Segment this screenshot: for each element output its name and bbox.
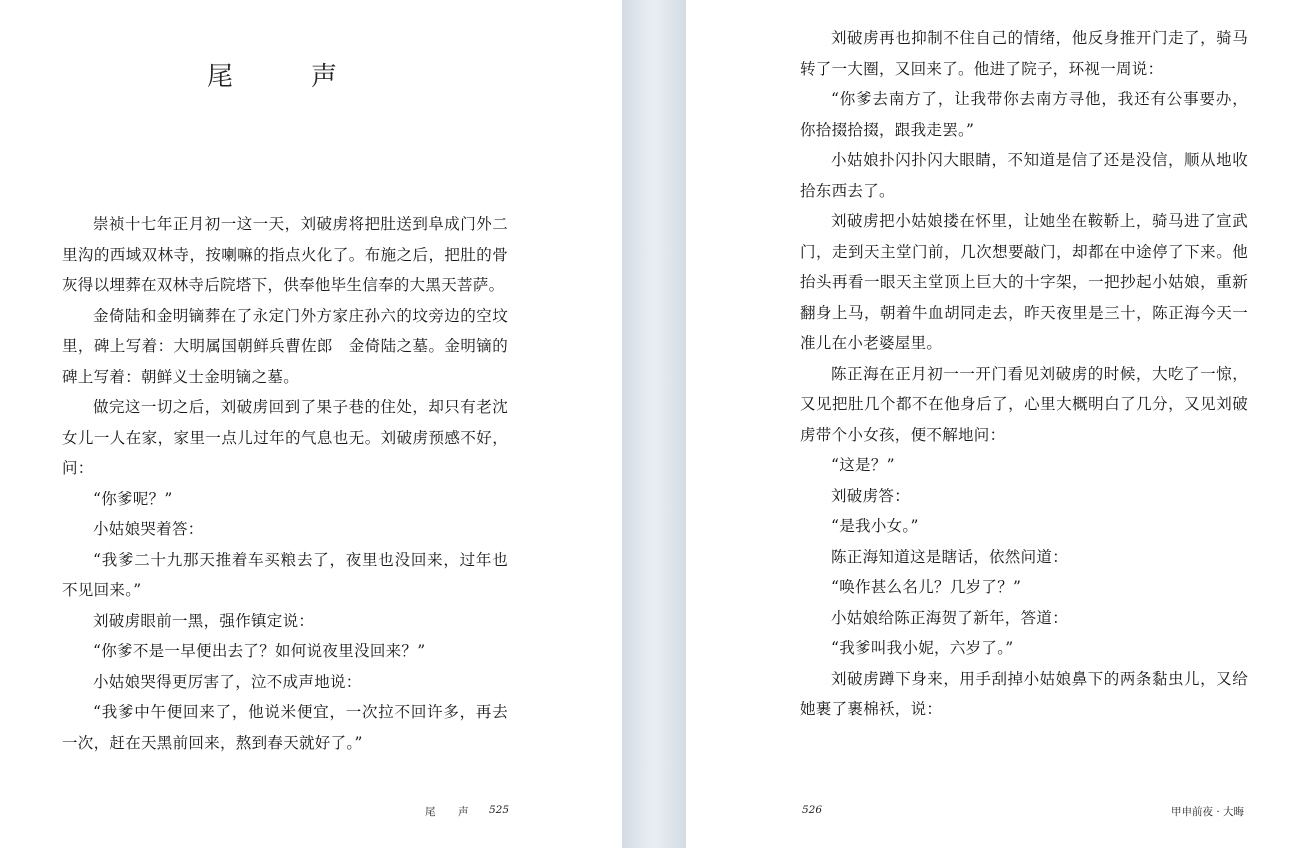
paragraph: “我爹叫我小妮，六岁了。” <box>831 639 1014 657</box>
left-page <box>0 0 622 848</box>
page-number: 526 <box>802 804 823 816</box>
paragraph: 崇祯十七年正月初一这一天，刘破虏将把肚送到阜成门外二里沟的西域双林寺，按喇嘛的指点火化了。布施之后，把肚的骨灰得以埋葬在双林寺后院塔下，供奉他毕生信奉的大黑天菩萨。 <box>62 215 508 294</box>
left-page-body <box>62 209 508 758</box>
paragraph: “你爹去南方了，让我带你去南方寻他，我还有公事要办，你拾掇拾掇，跟我走罢。” <box>800 90 1248 139</box>
paragraph: 小姑娘哭得更厉害了，泣不成声地说： <box>93 672 362 691</box>
paragraph: 刘破虏眼前一黑，强作镇定说： <box>93 611 315 630</box>
paragraph: “我爹中午便回来了，他说米便宜，一次拉不回许多，再去一次，赶在天黑前回来，熬到春天就好了。” <box>62 703 508 752</box>
paragraph: “这是？” <box>831 456 895 474</box>
paragraph: 做完这一切之后，刘破虏回到了果子巷的住处，却只有老沈女儿一人在家，家里一点儿过年的气息也无。刘破虏预感不好，问： <box>62 398 508 477</box>
paragraph: “唤作甚么名儿？几岁了？” <box>831 578 1022 596</box>
paragraph: 小姑娘扑闪扑闪大眼睛，不知道是信了还是没信，顺从地收拾东西去了。 <box>800 151 1248 200</box>
right-page <box>686 0 1300 848</box>
paragraph: 小姑娘给陈正海贺了新年，答道： <box>831 608 1069 627</box>
paragraph: 刘破虏把小姑娘搂在怀里，让她坐在鞍鞒上，骑马进了宣武门，走到天主堂门前，几次想要敲门，却都在中途停了下来。他抬头再看一眼天主堂顶上巨大的十字架，一把抄起小姑娘，重新翻身上马，朝着牛血胡同走去，昨天夜里是三十，陈正海今天一准儿在小老婆屋里。 <box>800 212 1248 352</box>
right-page-body <box>800 23 1248 725</box>
running-footer-title: 尾 声 <box>425 806 475 818</box>
paragraph: “是我小女。” <box>831 517 919 535</box>
paragraph: 陈正海在正月初一一开门看见刘破虏的时候，大吃了一惊，又见把肚几个都不在他身后了，心里大概明白了几分，又见刘破虏带个小女孩，便不解地问： <box>800 364 1248 444</box>
paragraph: “你爹不是一早便出去了？如何说夜里没回来？” <box>93 642 426 660</box>
chapter-title: 尾 声 <box>206 62 363 92</box>
paragraph: 刘破虏蹲下身来，用手刮掉小姑娘鼻下的两条黏虫儿，又给她裹了裹棉袄，说： <box>800 669 1248 718</box>
paragraph: 小姑娘哭着答： <box>93 520 204 538</box>
page-number: 525 <box>489 804 510 816</box>
paragraph: 刘破虏答： <box>831 486 911 505</box>
paragraph: 金倚陆和金明镝葬在了永定门外方家庄孙六的坟旁边的空坟里，碑上写着：大明属国朝鲜兵曹佐郎 金倚陆之墓。金明镝的碑上写着：朝鲜义士金明镝之墓。 <box>62 306 508 386</box>
paragraph: 陈正海知道这是瞎话，依然问道： <box>831 547 1069 566</box>
page-gutter <box>622 0 686 848</box>
paragraph: “我爹二十九那天推着车买粮去了，夜里也没回来，过年也不见回来。” <box>62 550 508 599</box>
running-footer-title: 甲申前夜 · 大晦 <box>1171 806 1245 818</box>
paragraph: 刘破虏再也抑制不住自己的情绪，他反身推开门走了，骑马转了一大圈，又回来了。他进了院子，环视一周说： <box>800 29 1248 78</box>
paragraph: “你爹呢？” <box>93 489 173 508</box>
